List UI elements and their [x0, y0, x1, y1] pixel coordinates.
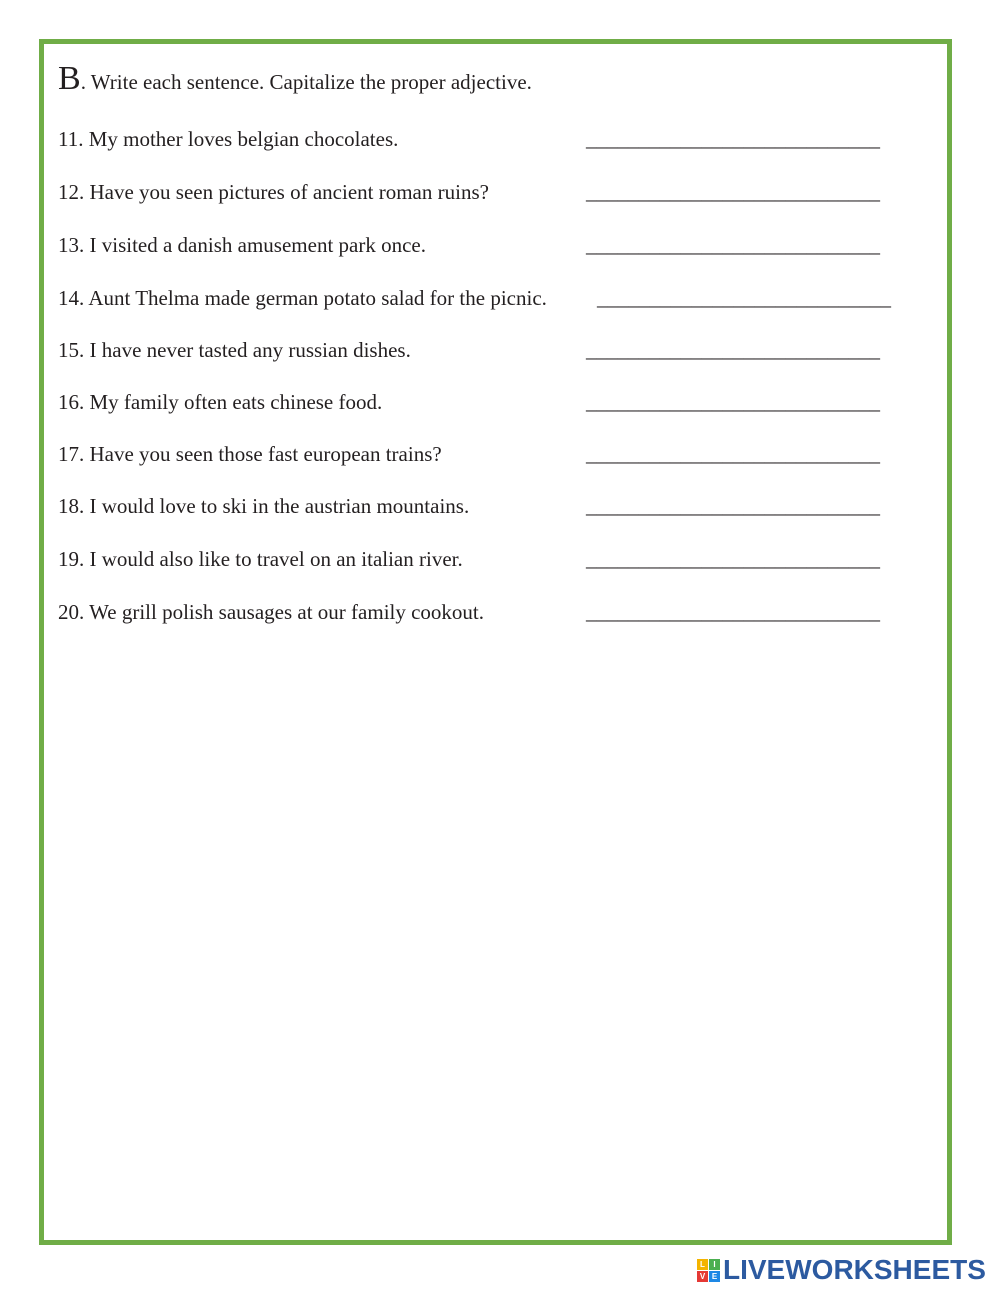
answer-field-17[interactable]: ____________________________ — [586, 442, 880, 466]
sentence-item-13: 13. I visited a danish amusement park once. — [58, 233, 426, 257]
logo-tile-e: E — [709, 1271, 720, 1282]
sentence-item-12: 12. Have you seen pictures of ancient roman ruins? — [58, 180, 489, 204]
sentence-item-11: 11. My mother loves belgian chocolates. — [58, 127, 399, 151]
logo-tile-l: L — [697, 1259, 708, 1270]
answer-field-11[interactable]: ____________________________ — [586, 127, 880, 151]
liveworksheets-logo — [697, 1256, 986, 1284]
answer-field-20[interactable]: ____________________________ — [586, 600, 880, 624]
answer-field-19[interactable]: ____________________________ — [586, 547, 880, 571]
sentence-item-15: 15. I have never tasted any russian dishes. — [58, 338, 411, 362]
answer-field-14[interactable]: ____________________________ — [597, 286, 891, 310]
worksheet-frame — [39, 39, 952, 1245]
answer-field-18[interactable]: ____________________________ — [586, 494, 880, 518]
logo-tile-i: I — [709, 1259, 720, 1270]
answer-field-13[interactable]: ____________________________ — [586, 233, 880, 257]
sentence-item-17: 17. Have you seen those fast european trains? — [58, 442, 442, 466]
sentence-item-14: 14. Aunt Thelma made german potato salad for the picnic. — [58, 286, 547, 310]
section-instructions: . Write each sentence. Capitalize the proper adjective. — [80, 70, 532, 94]
sentence-item-19: 19. I would also like to travel on an italian river. — [58, 547, 463, 571]
sentence-item-18: 18. I would love to ski in the austrian mountains. — [58, 494, 470, 518]
sentence-item-20: 20. We grill polish sausages at our family cookout. — [58, 600, 485, 624]
liveworksheets-logo-icon — [697, 1259, 720, 1282]
logo-tile-v: V — [697, 1271, 708, 1282]
answer-field-16[interactable]: ____________________________ — [586, 390, 880, 414]
answer-field-12[interactable]: ____________________________ — [586, 180, 880, 204]
section-letter: B — [58, 60, 81, 97]
sentence-item-16: 16. My family often eats chinese food. — [58, 390, 383, 414]
logo-wordmark: LIVEWORKSHEETS — [723, 1254, 986, 1285]
answer-field-15[interactable]: ____________________________ — [586, 338, 880, 362]
section-heading — [58, 60, 532, 98]
